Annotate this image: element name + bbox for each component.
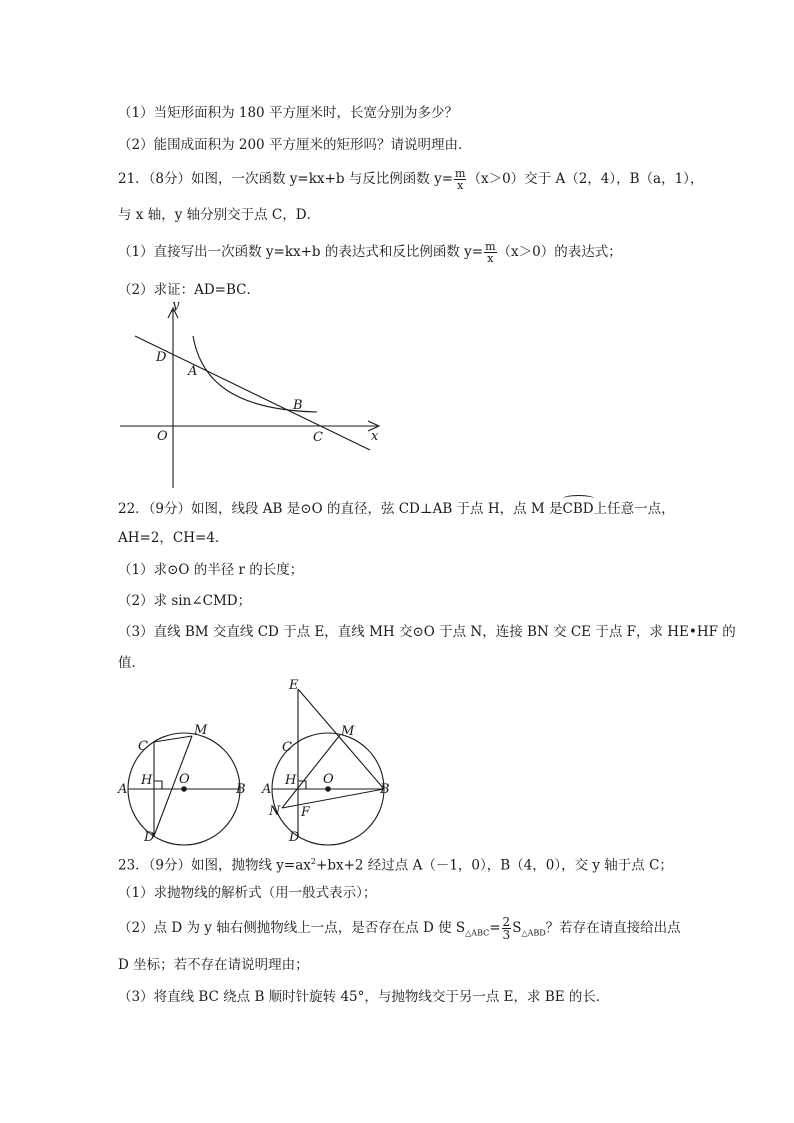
center-dot xyxy=(325,786,331,792)
q22-part3: （3）直线 BM 交直线 CD 于点 E，直线 MH 交⊙O 于点 N，连接 BN 交 CE 于点 F，求 HE•HF 的 xyxy=(118,624,736,640)
label-F: F xyxy=(301,805,311,820)
q23-part2-a: （2）点 D 为 y 轴右侧抛物线上一点，是否存在点 D 使 S xyxy=(118,920,466,936)
line-eb xyxy=(298,689,384,789)
label-C: C xyxy=(282,740,292,755)
q22-stem-b: 上任意一点， xyxy=(593,501,675,517)
q22-stem xyxy=(118,499,675,519)
q21-fraction xyxy=(454,168,466,191)
fraction-denominator: x xyxy=(487,252,494,265)
q21-part2: （2）求证：AD=BC． xyxy=(118,282,260,298)
subscript-abd: △ABD xyxy=(521,928,546,938)
label-B: B xyxy=(293,398,303,413)
fraction-two-thirds xyxy=(502,916,512,941)
q21-part1-b: （x＞0）的表达式； xyxy=(497,244,622,260)
label-B: B xyxy=(380,782,390,797)
label-A: A xyxy=(118,782,128,797)
line-nb xyxy=(282,789,384,808)
q22-figure-1 xyxy=(112,712,262,852)
label-E: E xyxy=(289,678,299,693)
label-B: B xyxy=(236,782,246,797)
label-M: M xyxy=(341,724,355,739)
fraction-numerator: 2 xyxy=(502,915,511,929)
label-M: M xyxy=(194,723,208,738)
label-D: D xyxy=(289,830,300,845)
q23-part1: （1）求抛物线的解析式（用一般式表示）； xyxy=(118,885,377,901)
label-A: A xyxy=(262,782,272,797)
q23-stem-a: 23．（9分）如图，抛物线 y=ax xyxy=(118,857,311,874)
label-C: C xyxy=(313,430,323,445)
q22-part1: （1）求⊙O 的半径 r 的长度； xyxy=(118,562,304,578)
label-O: O xyxy=(157,429,168,444)
q21-stem-a: 21．（8分）如图，一次函数 y=kx+b 与反比例函数 y= xyxy=(118,171,454,187)
q22-part2: （2）求 sin∠CMD； xyxy=(118,593,252,609)
label-O: O xyxy=(179,772,190,787)
label-y: y xyxy=(172,300,180,313)
subscript-abc: △ABC xyxy=(465,928,490,938)
q21-part1 xyxy=(118,241,622,264)
fraction-denominator: x xyxy=(457,179,464,192)
q22-stem-a: 22．（9分）如图，线段 AB 是⊙O 的直径，弦 CD⊥AB 于点 H，点 M 是 xyxy=(118,501,563,517)
q21-part1-fraction xyxy=(484,241,496,264)
fraction-denominator: 3 xyxy=(502,928,511,942)
line-kx-b xyxy=(135,336,370,450)
superscript-2: 2 xyxy=(310,857,317,866)
fraction-numerator: m xyxy=(485,240,496,253)
label-x: x xyxy=(371,429,379,444)
label-D: D xyxy=(156,350,167,365)
q21-part1-a: （1）直接写出一次函数 y=kx+b 的表达式和反比例函数 y= xyxy=(118,244,484,260)
label-D: D xyxy=(144,830,155,845)
label-H: H xyxy=(141,773,153,788)
label-C: C xyxy=(138,739,148,754)
q23-stem xyxy=(118,852,673,876)
q23-part2 xyxy=(118,916,681,944)
q22-part3-cont: 值． xyxy=(118,655,145,671)
q21-stem xyxy=(118,168,703,191)
q23-part2-cont: D 坐标；若不存在请说明理由； xyxy=(118,957,309,973)
q21-figure xyxy=(115,300,395,495)
q22-stem-c: AH=2，CH=4． xyxy=(118,530,229,546)
label-O: O xyxy=(323,772,334,787)
q20-part2: （2）能围成面积为 200 平方厘米的矩形吗？请说明理由． xyxy=(118,137,472,153)
right-angle-mark xyxy=(154,781,162,789)
label-H: H xyxy=(285,773,297,788)
q22-figure-2 xyxy=(256,673,406,853)
center-dot xyxy=(181,786,187,792)
q23-part3: （3）将直线 BC 绕点 B 顺时针旋转 45°，与抛物线交于另一点 E，求 BE 的长． xyxy=(118,989,610,1005)
equals-sign: = xyxy=(489,920,501,936)
q23-stem-b: +bx+2 经过点 A（－1，0），B（4，0），交 y 轴于点 C； xyxy=(316,857,673,874)
area-s: S xyxy=(512,920,522,936)
q21-stem-c: 与 x 轴，y 轴分别交于点 C，D． xyxy=(118,207,321,223)
q20-part1: （1）当矩形面积为 180 平方厘米时，长宽分别为多少？ xyxy=(118,105,458,121)
label-N: N xyxy=(269,804,281,819)
label-A: A xyxy=(188,364,198,379)
q21-stem-b: （x＞0）交于 A（2，4），B（a，1）， xyxy=(467,171,704,187)
fraction-numerator: m xyxy=(455,167,466,180)
q23-part2-b: ？若存在请直接给出点 xyxy=(545,920,681,936)
arc-cbd: CBD xyxy=(562,501,594,517)
